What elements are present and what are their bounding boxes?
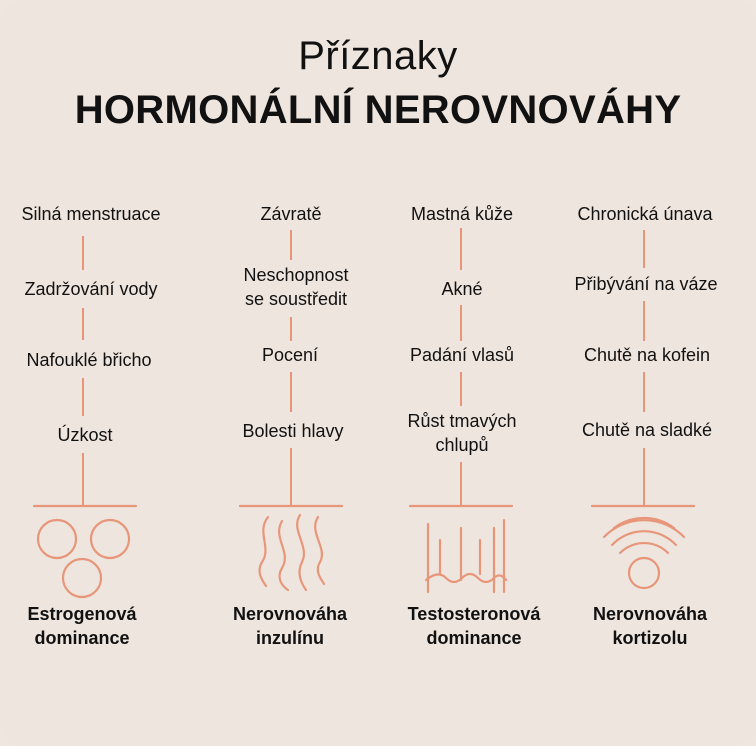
wavy-lines-icon — [259, 515, 324, 590]
symptom-text: se soustředit — [244, 289, 348, 309]
title-line-2: HORMONÁLNÍ NEROVNOVÁHY — [74, 88, 682, 132]
symptom-text: Úzkost — [57, 425, 113, 445]
category-label: Testosteronová — [407, 604, 541, 624]
category-label: Nerovnováha — [232, 604, 348, 624]
symptom-text: Zadržování vody — [24, 279, 158, 299]
symptom-text: Neschopnost — [243, 265, 349, 285]
symptom-text: Bolesti hlavy — [242, 421, 344, 441]
symptom-text: Chronická únava — [577, 204, 713, 224]
symptom-text: Závratě — [260, 204, 322, 224]
symptom-text: chlupů — [435, 435, 489, 455]
symptom-text: Nafouklé břicho — [26, 350, 152, 370]
symptom-text: Mastná kůže — [410, 204, 514, 224]
symptom-text: Růst tmavých — [407, 411, 517, 431]
category-label: Estrogenová — [27, 604, 137, 624]
category-label: dominance — [34, 628, 130, 648]
symptom-text: Přibývání na váze — [574, 274, 718, 294]
radiating-arcs-icon — [604, 518, 684, 588]
category-label: Nerovnováha — [592, 604, 708, 624]
category-label: inzulínu — [256, 628, 324, 648]
category-label: dominance — [426, 628, 522, 648]
title-line-1: Příznaky — [298, 34, 458, 78]
symptom-text: Chutě na sladké — [581, 420, 713, 440]
symptom-text: Silná menstruace — [21, 204, 161, 224]
symptom-text: Akné — [441, 279, 483, 299]
symptom-text: Pocení — [261, 345, 319, 365]
symptom-text: Chutě na kofein — [583, 345, 711, 365]
hair-follicles-icon — [426, 520, 506, 592]
three-circles-icon — [38, 520, 129, 597]
symptom-text: Padání vlasů — [409, 345, 515, 365]
category-label: kortizolu — [612, 628, 688, 648]
